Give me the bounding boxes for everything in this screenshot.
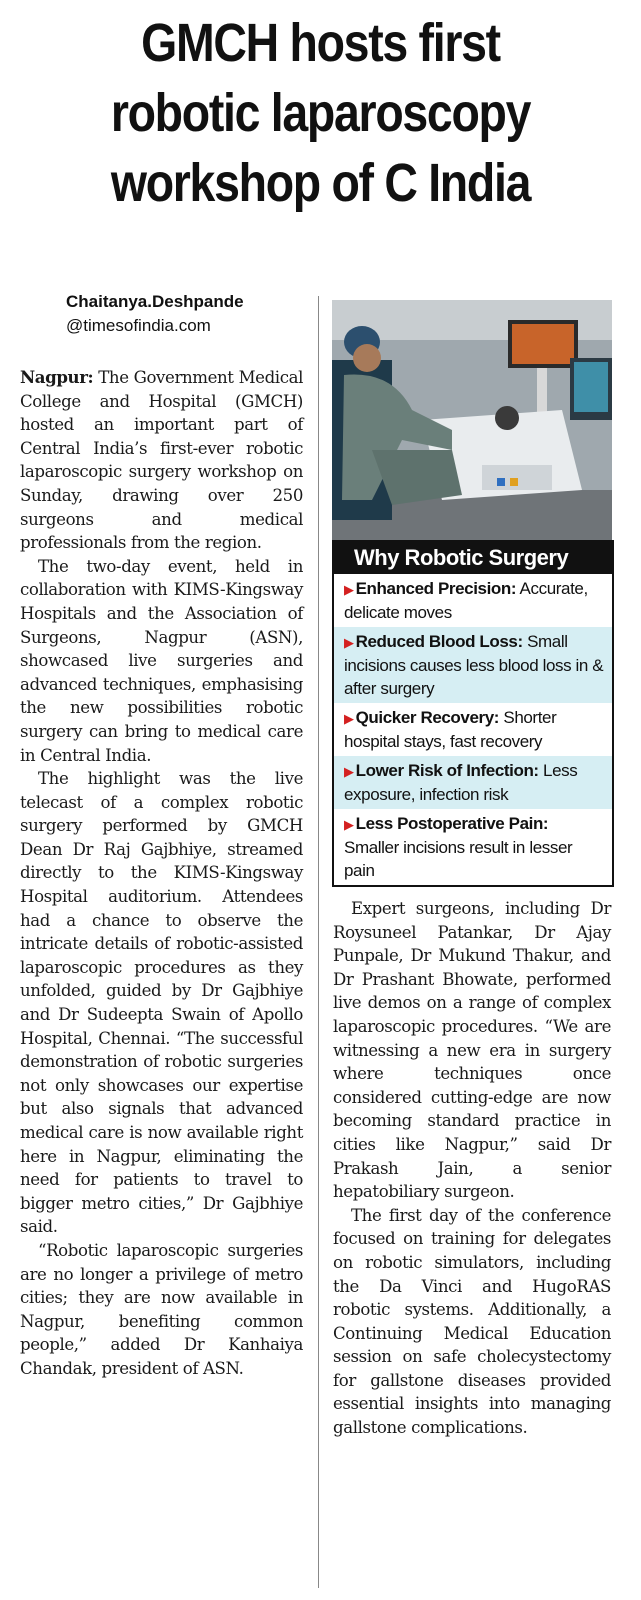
headline-line-3: workshop of C India <box>110 153 531 213</box>
headline-line-1: GMCH hosts first <box>141 13 500 73</box>
benefit-text: Small incisions causes less blood loss in & after surgery <box>344 632 604 698</box>
red-arrow-icon: ▶ <box>344 711 354 726</box>
hand-control <box>495 406 519 430</box>
benefit-item <box>334 756 612 809</box>
article-paragraph: The two-day event, held in collaboration with KIMS-Kingsway Hospitals and the Association of Surgeons, Nagpur (ASN), showcased live surgeries and advanced techniques, emphasising the new possibilities robotic surgery can bring to medical care in Central India. <box>20 556 303 765</box>
red-arrow-icon: ▶ <box>344 764 354 779</box>
byline-email: @timesofindia.com <box>66 316 211 335</box>
benefit-text: Less exposure, infection risk <box>344 761 578 804</box>
headline-line-2: robotic laparoscopy <box>110 83 531 143</box>
article-paragraph: Expert surgeons, including Dr Roysuneel Patankar, Dr Ajay Punpale, Dr Mukund Thakur, and Dr Prashant Bhowate, performed live demos on a range of complex laparoscopic procedures. “We are witnessing a new era in surgery where techniques once considered cutting-edge are now becoming standard practice in cities like Nagpur,” said Dr Prakash Jain, a senior hepatobiliary surgeon. <box>333 899 611 1202</box>
red-arrow-icon: ▶ <box>344 582 354 597</box>
headline <box>45 8 596 218</box>
article-paragraph <box>20 366 303 555</box>
byline <box>66 290 244 338</box>
article-paragraph: “Robotic laparoscopic surgeries are no longer a privilege of metro cities; they are now available in Nagpur, benefiting common people,” added Dr Kanhaiya Chandak, president of ASN. <box>20 1240 303 1378</box>
benefit-item <box>334 703 612 756</box>
byline-name: Chaitanya.Deshpande <box>66 292 244 311</box>
article-column-right <box>333 897 611 1440</box>
paragraph-text: The Government Medical College and Hospital (GMCH) hosted an important part of Central India’s first-ever robotic laparoscopic surgery workshop on Sunday, drawing over 250 surgeons and medical professionals from the region. <box>20 368 303 553</box>
benefit-text: Shorter hospital stays, fast recovery <box>344 708 557 751</box>
monitor-screen <box>512 324 574 364</box>
benefit-text: Accurate, delicate moves <box>344 579 588 622</box>
surgeon-head <box>353 344 381 372</box>
photo-illustration <box>332 300 612 540</box>
box-title: Why Robotic Surgery <box>334 542 612 574</box>
article-paragraph: The first day of the conference focused on training for delegates on robotic simulators, including the Da Vinci and HugoRAS robotic systems. Additionally, a Continuing Medical Education session on safe cholecystectomy for gallstone diseases provided essential insights into managing gallstone complications. <box>333 1205 611 1438</box>
red-arrow-icon: ▶ <box>344 817 354 832</box>
benefit-item <box>334 574 612 627</box>
benefit-item <box>334 809 612 885</box>
red-arrow-icon: ▶ <box>344 635 354 650</box>
console-pedal <box>497 478 505 486</box>
console-pedal <box>510 478 518 486</box>
benefit-label: Quicker Recovery: <box>355 708 500 727</box>
dateline: Nagpur: <box>20 367 94 387</box>
side-monitor-screen <box>574 362 608 412</box>
benefit-label: Reduced Blood Loss: <box>355 632 523 651</box>
article-paragraph: The highlight was the live telecast of a complex robotic surgery performed by GMCH Dean Dr Raj Gajbhiye, streamed directly to the KIMS-Kingsway Hospital auditorium. Attendees had a chance to observe the intricate details of robotic-assisted laparoscopic procedures as they unfolded, guided by Dr Gajbhiye and Dr Sudeepta Swain of Apollo Hospital, Chennai. “The successful demonstration of robotic surgeries not only showcases our expertise but also signals that advanced medical care is now available right here in Nagpur, eliminating the need for patients to travel to bigger metro cities,” Dr Gajbhiye said. <box>20 769 303 1237</box>
column-divider <box>318 296 319 1588</box>
benefit-label: Lower Risk of Infection: <box>355 761 539 780</box>
benefit-text: Smaller incisions result in lesser pain <box>344 838 573 880</box>
why-robotic-surgery-box <box>332 540 614 887</box>
console-base <box>482 465 552 490</box>
surgeon-robot-photo <box>332 300 612 540</box>
benefit-label: Enhanced Precision: <box>355 579 517 598</box>
benefit-label: Less Postoperative Pain: <box>355 814 549 833</box>
article-column-left <box>20 366 303 1381</box>
benefit-item <box>334 627 612 703</box>
